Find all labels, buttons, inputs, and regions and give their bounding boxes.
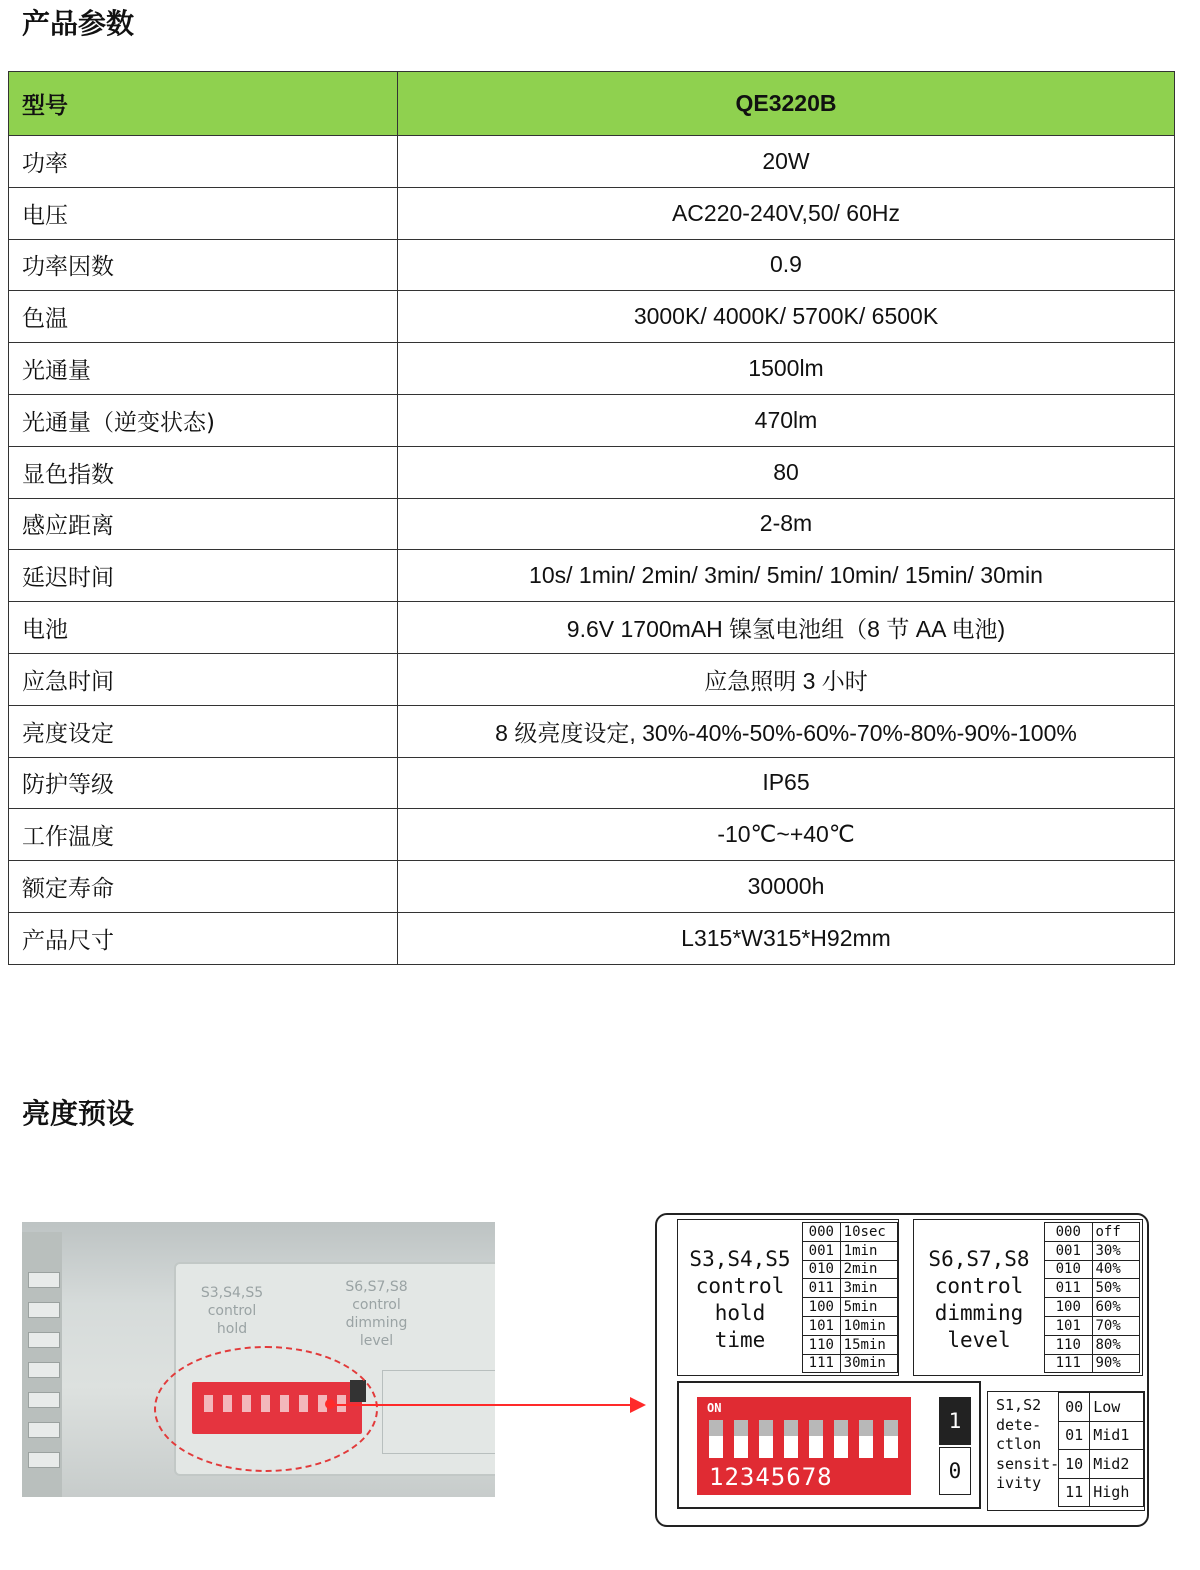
spec-row [9, 912, 1175, 964]
code-bits: 011 [1045, 1279, 1093, 1298]
spec-value: 应急照明 3 小时 [398, 653, 1175, 705]
sens-title-line: sensit- [996, 1454, 1060, 1473]
photo-hold-title-2: control [207, 1303, 257, 1319]
spec-row [9, 653, 1175, 705]
arrow-line [330, 1404, 630, 1406]
code-row [1059, 1450, 1144, 1479]
code-value: 60% [1092, 1298, 1140, 1317]
code-row [1045, 1335, 1140, 1354]
dip-switch-numbers: 12345678 [709, 1463, 833, 1491]
code-value: Low [1090, 1393, 1144, 1422]
dimming-code-table [1044, 1222, 1140, 1373]
spec-value: 10s/ 1min/ 2min/ 3min/ 5min/ 10min/ 15min/ 30min [398, 550, 1175, 602]
sens-title-line: ivity [996, 1474, 1042, 1492]
code-bits: 100 [803, 1298, 841, 1317]
dimming-title [914, 1246, 1044, 1354]
product-photo [22, 1222, 495, 1497]
code-bits: 111 [1045, 1354, 1093, 1373]
spec-key: 光通量（逆变状态) [9, 394, 398, 446]
spec-row [9, 602, 1175, 654]
spec-key: 型号 [9, 72, 398, 136]
spec-value: 0.9 [398, 239, 1175, 291]
spec-row [9, 136, 1175, 188]
spec-value: 9.6V 1700mAH 镍氢电池组（8 节 AA 电池) [398, 602, 1175, 654]
spec-value: 2-8m [398, 498, 1175, 550]
dimming-box [913, 1219, 1143, 1376]
hold-title-line: time [714, 1328, 766, 1352]
code-row [1045, 1260, 1140, 1279]
code-row [803, 1223, 898, 1242]
code-bits: 01 [1059, 1421, 1090, 1450]
spec-value: L315*W315*H92mm [398, 912, 1175, 964]
code-row [1045, 1223, 1140, 1242]
spec-key: 色温 [9, 291, 398, 343]
code-bits: 111 [803, 1354, 841, 1373]
spec-key: 显色指数 [9, 446, 398, 498]
spec-row [9, 187, 1175, 239]
sensitivity-title [996, 1396, 1059, 1494]
code-bits: 110 [1045, 1335, 1093, 1354]
code-value: High [1090, 1478, 1144, 1507]
highlight-circle [154, 1346, 378, 1472]
spec-value: AC220-240V,50/ 60Hz [398, 187, 1175, 239]
code-row [803, 1354, 898, 1373]
spec-row [9, 498, 1175, 550]
code-bits: 101 [803, 1316, 841, 1335]
hold-time-box [677, 1219, 899, 1376]
sens-title-line: S1,S2 [996, 1396, 1042, 1414]
hold-title-line: hold [714, 1301, 766, 1325]
code-value: 10min [840, 1316, 897, 1335]
spec-table [8, 71, 1175, 965]
code-bits: 000 [1045, 1223, 1093, 1242]
code-value: 15min [840, 1335, 897, 1354]
code-row [1045, 1241, 1140, 1260]
code-row [803, 1335, 898, 1354]
photo-hold-title-1: S3,S4,S5 [200, 1285, 264, 1301]
spec-row [9, 861, 1175, 913]
code-value: 80% [1092, 1335, 1140, 1354]
spec-value: 1500lm [398, 343, 1175, 395]
spec-row [9, 343, 1175, 395]
code-bits: 110 [803, 1335, 841, 1354]
code-row [1059, 1421, 1144, 1450]
spec-row [9, 809, 1175, 861]
code-row [803, 1241, 898, 1260]
spec-row [9, 239, 1175, 291]
section-title-params: 产品参数 [22, 7, 135, 40]
code-row [1045, 1316, 1140, 1335]
hold-time-code-table [802, 1222, 898, 1373]
spec-row [9, 394, 1175, 446]
photo-sensitivity-box [382, 1370, 495, 1454]
code-row [803, 1279, 898, 1298]
code-bits: 11 [1059, 1478, 1090, 1507]
spec-value: QE3220B [398, 72, 1175, 136]
photo-connector-strip [22, 1232, 62, 1497]
spec-key: 防护等级 [9, 757, 398, 809]
spec-value: 8 级亮度设定, 30%-40%-50%-60%-70%-80%-90%-100% [398, 705, 1175, 757]
code-row [803, 1298, 898, 1317]
dim-title-line: control [934, 1274, 1024, 1298]
spec-key: 功率 [9, 136, 398, 188]
arrow-head-icon [630, 1397, 646, 1413]
spec-key: 电池 [9, 602, 398, 654]
code-bits: 100 [1045, 1298, 1093, 1317]
code-row [1045, 1298, 1140, 1317]
spec-row [9, 550, 1175, 602]
code-row [1045, 1354, 1140, 1373]
spec-row [9, 705, 1175, 757]
spec-value: 80 [398, 446, 1175, 498]
code-row [803, 1260, 898, 1279]
code-value: off [1092, 1223, 1140, 1242]
code-bits: 000 [803, 1223, 841, 1242]
spec-value: IP65 [398, 757, 1175, 809]
spec-key: 电压 [9, 187, 398, 239]
code-row [803, 1316, 898, 1335]
sensitivity-code-table [1058, 1392, 1144, 1507]
code-bits: 10 [1059, 1450, 1090, 1479]
spec-key: 亮度设定 [9, 705, 398, 757]
spec-value: 20W [398, 136, 1175, 188]
hold-time-title [678, 1246, 802, 1354]
code-bits: 001 [1045, 1241, 1093, 1260]
spec-row [9, 757, 1175, 809]
photo-dim-title-1: S6,S7,S8 [345, 1279, 408, 1295]
dip-on-label: ON [707, 1401, 722, 1415]
dip-label-diagram [655, 1213, 1149, 1527]
code-bits: 010 [1045, 1260, 1093, 1279]
code-value: 3min [840, 1279, 897, 1298]
code-value: 50% [1092, 1279, 1140, 1298]
spec-key: 延迟时间 [9, 550, 398, 602]
code-bits: 011 [803, 1279, 841, 1298]
spec-value: -10℃~+40℃ [398, 809, 1175, 861]
code-row [1059, 1393, 1144, 1422]
photo-dim-title-3: dimming [345, 1315, 408, 1331]
code-value: 90% [1092, 1354, 1140, 1373]
spec-key: 感应距离 [9, 498, 398, 550]
sens-title-line: dete- [996, 1415, 1042, 1434]
code-value: 1min [840, 1241, 897, 1260]
code-bits: 001 [803, 1241, 841, 1260]
spec-key: 功率因数 [9, 239, 398, 291]
code-value: 30% [1092, 1241, 1140, 1260]
dip-switch-box [677, 1381, 981, 1509]
spec-row [9, 446, 1175, 498]
photo-dim-title-4: level [359, 1333, 394, 1349]
code-value: 5min [840, 1298, 897, 1317]
code-value: 70% [1092, 1316, 1140, 1335]
dip-switch [697, 1397, 911, 1495]
spec-key: 光通量 [9, 343, 398, 395]
sens-title-line: ctlon [996, 1435, 1042, 1453]
code-bits: 010 [803, 1260, 841, 1279]
spec-header-row [9, 72, 1175, 136]
spec-row [9, 291, 1175, 343]
spec-key: 产品尺寸 [9, 912, 398, 964]
code-row [1045, 1279, 1140, 1298]
dim-title-line: level [947, 1328, 1011, 1352]
state-one-block: 1 [939, 1397, 971, 1445]
photo-dim-title-2: control [352, 1297, 401, 1313]
spec-key: 额定寿命 [9, 861, 398, 913]
spec-value: 470lm [398, 394, 1175, 446]
dim-title-line: dimming [934, 1301, 1024, 1325]
sensitivity-box [987, 1391, 1145, 1511]
hold-title-line: control [695, 1274, 785, 1298]
spec-value: 30000h [398, 861, 1175, 913]
code-value: 30min [840, 1354, 897, 1373]
code-value: Mid1 [1090, 1421, 1144, 1450]
photo-hold-title-3: hold [216, 1321, 248, 1337]
code-value: 2min [840, 1260, 897, 1279]
hold-title-line: S3,S4,S5 [689, 1247, 791, 1271]
code-row [1059, 1478, 1144, 1507]
spec-key: 工作温度 [9, 809, 398, 861]
code-value: 40% [1092, 1260, 1140, 1279]
dim-title-line: S6,S7,S8 [928, 1247, 1030, 1271]
code-bits: 00 [1059, 1393, 1090, 1422]
state-zero-block: 0 [939, 1447, 971, 1495]
spec-key: 应急时间 [9, 653, 398, 705]
code-bits: 101 [1045, 1316, 1093, 1335]
spec-value: 3000K/ 4000K/ 5700K/ 6500K [398, 291, 1175, 343]
code-value: 10sec [840, 1223, 897, 1242]
code-value: Mid2 [1090, 1450, 1144, 1479]
section-title-brightness: 亮度预设 [22, 1097, 135, 1130]
